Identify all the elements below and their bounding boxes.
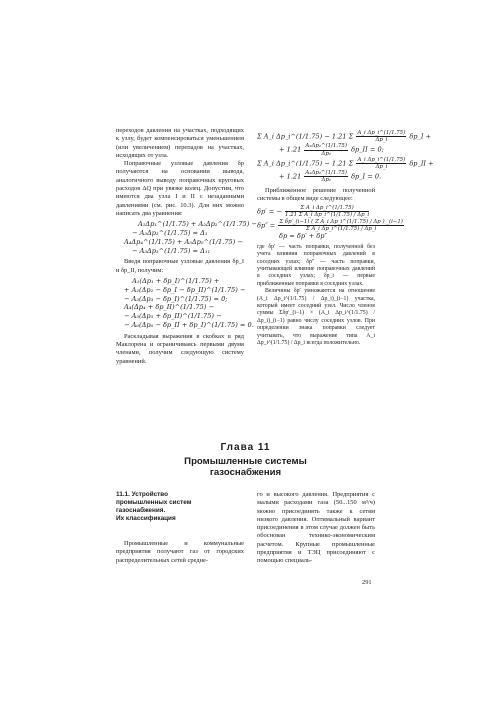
equation-line	[257, 156, 434, 171]
equation-text: δp_I +	[409, 132, 432, 141]
equation-line: − A₃(Δp₃ − δp_I)^(1/1.75) = 0;	[124, 294, 228, 303]
paragraph: Приближенное решение полученной системы в общем виде следующее:	[257, 186, 375, 202]
equation-text: δp_I = 0.	[351, 172, 382, 181]
equation-text: δp_II +	[409, 159, 434, 168]
equation-text: δp″ =	[257, 221, 276, 230]
paragraph: Поправочные узловые давления δp получаются на основании вывода, аналогичного выводу поправочных круговых расходов ΔQ при увязке колец. Допустим, что имеются два узла I и II с незаданными давлениями (см. рис. 10.3). Для них можно написать два уравнения:	[116, 160, 244, 217]
equation-line: − A₅(Δp₅ + δp_II)^(1/1.75) −	[124, 312, 222, 321]
fraction	[278, 219, 403, 232]
equation-line: A₄Δp₄^(1/1.75) + A₅Δp₅^(1/1.75) −	[124, 237, 243, 246]
fraction-numerator: Σ A_i Δp_i^(1/1.75)	[285, 205, 369, 212]
paragraph: Введя поправочные узловые давления δp_I и δp_II, получим:	[116, 258, 244, 274]
equation-line: + A₂(Δp₂ − δp_I − δp_II)^(1/1.75) −	[124, 285, 246, 294]
fraction-denominator: Σ A_i Δp_i^(1/1.75) / Δp_i	[305, 225, 377, 232]
equation-text: Σ A_i Δp_i^(1/1.75) − 1.21 Σ	[257, 159, 354, 168]
section-heading-line: газоснабжения.	[116, 507, 166, 514]
paragraph: Промышленные и коммунальные предприятия получают газ от городских распределительных сетей средне-	[116, 540, 244, 564]
fraction-numerator: A_i Δp_i^(1/1.75)	[357, 156, 406, 163]
equation-line	[257, 170, 382, 184]
equation-line: − A₃Δp₃^(1/1.75) = Δ₁₁	[132, 246, 211, 255]
equation-line	[257, 205, 375, 218]
paragraph: Величины δp′ умножаются на отношение (A_i Δp_i^(1/1.75) / Δp_i)_(i−1) участка, который имеет соседний узел. Число членов суммы Σδp′_(i−1) × (A_i Δp_i^(1/1.75) / Δp_i)_(i−1) равно числу соседних узлов. При определении знака поправки следует учитывать, что выражение типа A_i Δp_i^(1/1.75) / Δp_i всегда положительно.	[257, 288, 375, 347]
equation-line: δp = δp′ + δp″	[279, 232, 327, 241]
chapter-number: Глава 11	[220, 442, 271, 453]
chapter-title-line: газоснабжения	[209, 467, 282, 478]
equation-text: δp_II = 0;	[351, 146, 384, 155]
equation-text: + 1.21	[279, 172, 302, 181]
fraction-denominator: Δp_i	[375, 137, 388, 144]
equation-system	[257, 130, 434, 184]
chapter-title-line: Промышленные системы	[184, 456, 307, 467]
intro-paragraph-left	[116, 540, 244, 565]
fraction	[356, 157, 406, 170]
fraction	[356, 130, 406, 143]
paragraph: го и высокого давления. Предприятия с малыми расходами газа (50...150 м³/ч) можно присоединять также к сетям низкого давления. Оптимальный вариант присоединения в этом случае должен быть обоснован технико-экономическим расчетом. Крупные промышленные предприятия и ТЭЦ присоединяют с помощью специаль-	[257, 491, 375, 565]
fraction-numerator: A₂Δp₂^(1/1.75)	[305, 143, 347, 150]
intro-paragraph-right	[257, 491, 375, 566]
equation-line: − A₆(Δp₆ − δp_II + δp_I)^(1/1.75) = 0.	[124, 321, 254, 330]
fraction	[285, 205, 369, 218]
equation-line: A₁Δp₁^(1/1.75) + A₂Δp₂^(1/1.75) −	[138, 220, 257, 229]
section-heading	[116, 491, 244, 523]
fraction	[304, 170, 348, 183]
fraction-denominator: Δp_i	[375, 164, 388, 171]
chapter-title	[0, 456, 491, 478]
right-column	[257, 128, 434, 348]
equation-line	[257, 130, 432, 144]
fraction-numerator: Σ δp′_(i−1) ( Z A_i Δp_i^(1/1.75) / Δp ) _(i−1)	[279, 218, 403, 225]
section-heading-line: Их классификация	[116, 515, 176, 522]
equation-text: δp′ = −	[257, 207, 282, 216]
paragraph: где δp′ — часть поправки, полученной без учета влияния поправочных давлений в соседних узлах; δp″ — часть поправки, учитывающей влияние поправочных давлений в соседних узлах; δp_i — первые приближенные поправки в соседних узлах.	[257, 243, 375, 287]
fraction-numerator: A₂Δp₂^(1/1.75)	[305, 170, 347, 177]
page-number: 291	[362, 579, 372, 586]
section-heading-line: промышленных систем	[116, 499, 192, 506]
fraction	[304, 143, 348, 156]
equation-line: − A₃Δp₃^(1/1.75) = Δ₁	[132, 229, 208, 238]
equation-line: A₄(Δp₄ + δp_II)^(1/1.75) −	[124, 303, 214, 312]
fraction-denominator: 1.21 Σ A_i Δp_i^(1/1.75) / Δp_i	[285, 212, 370, 219]
equation-text: + 1.21	[279, 146, 302, 155]
equation-block	[116, 220, 257, 255]
solution-block	[257, 205, 403, 241]
left-column	[116, 127, 257, 366]
fraction-denominator: Δp₂	[321, 150, 331, 157]
equation-line: A₁(Δp₁ + δp_I)^(1/1.75) +	[132, 277, 220, 286]
equation-block	[116, 277, 254, 330]
section-heading-line: 11.1. Устройство	[116, 491, 169, 498]
paragraph: Раскладывая выражения в скобках в ряд Маклорена и ограничиваясь первыми двумя членами, получим следующую систему уравнений.	[116, 332, 244, 365]
equation-line	[257, 143, 384, 157]
paragraph: переходов давления на участках, подходящих к узлу, будет компенсироваться уменьшением (или увеличением) перепадов на участках, исходящих от узла.	[116, 127, 244, 159]
equation-text: Σ A_i Δp_i^(1/1.75) − 1.21 Σ	[257, 132, 354, 141]
equation-line	[257, 218, 403, 232]
fraction-numerator: A_i Δp_i^(1/1.75)	[357, 130, 406, 136]
fraction-denominator: Δp₂	[321, 177, 331, 184]
